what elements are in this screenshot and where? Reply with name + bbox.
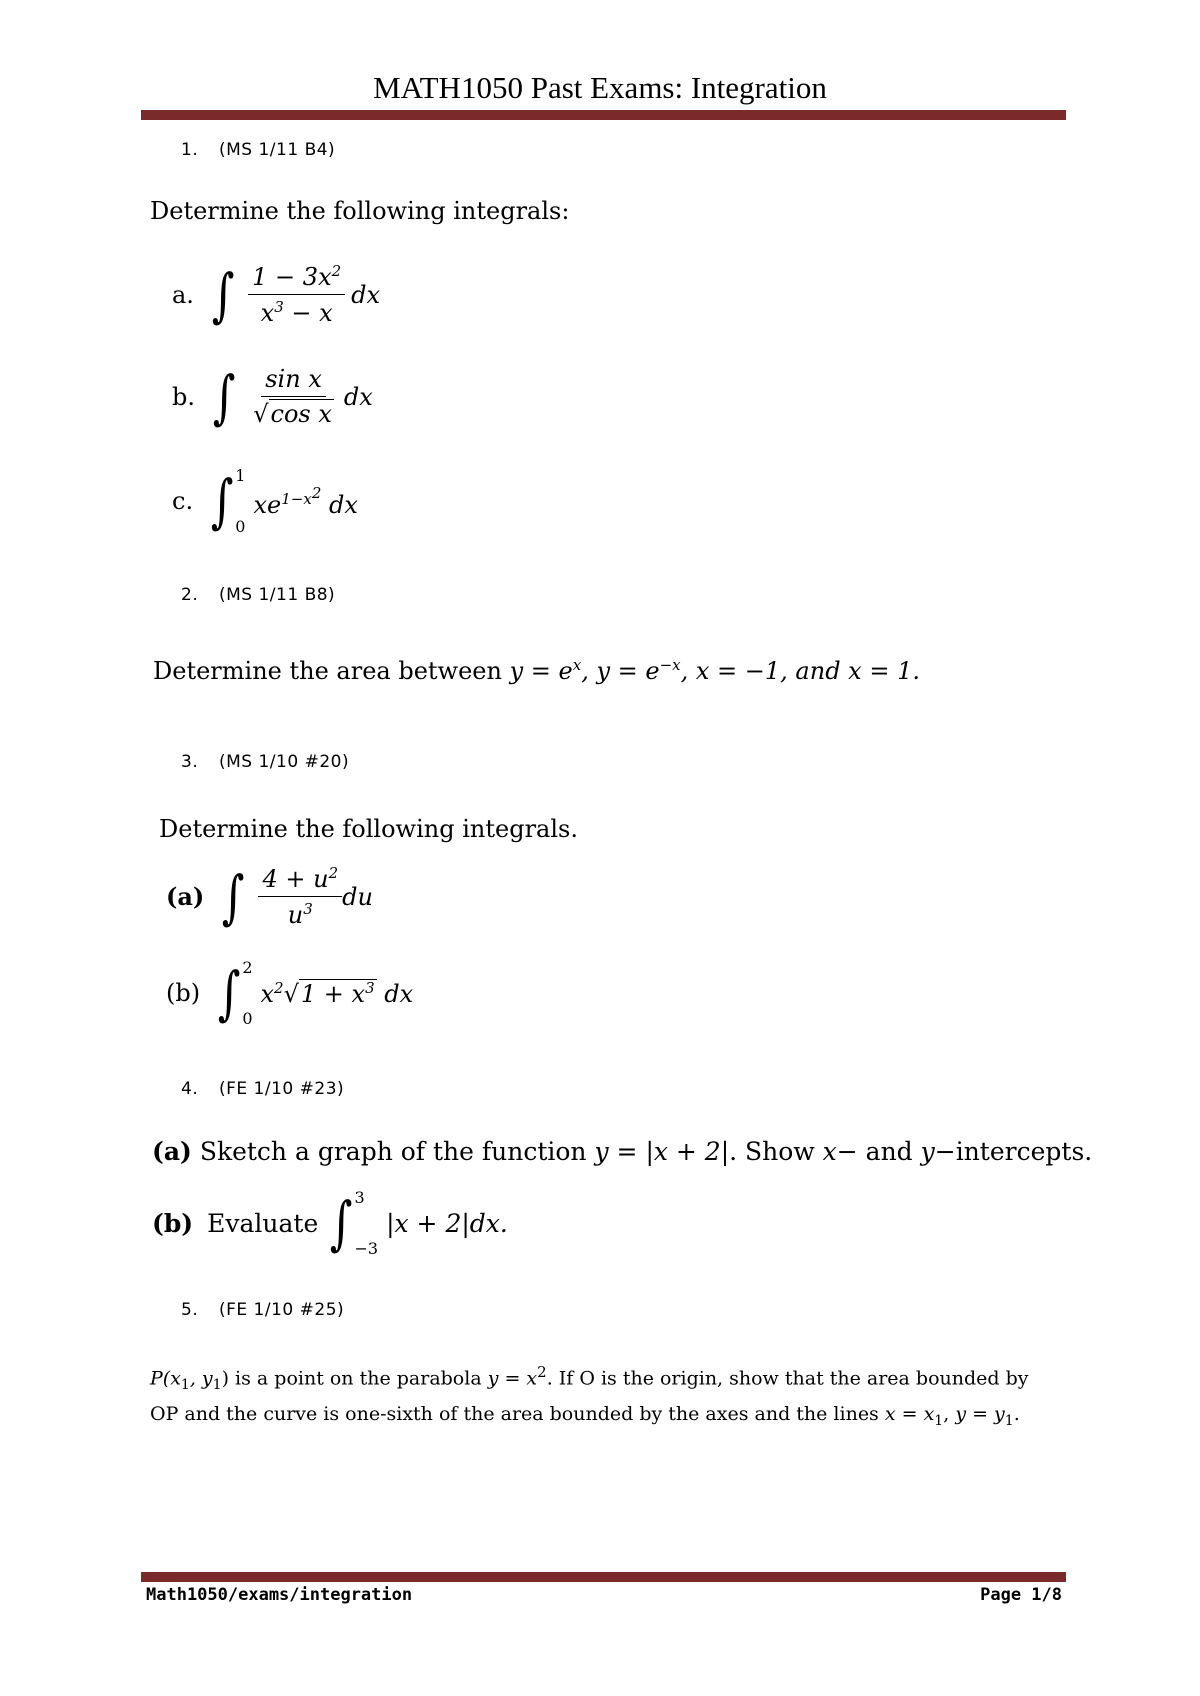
question-source: (FE 1/10 #23) <box>219 1079 345 1099</box>
fraction: $\frac{4 + u^2}{u^3}$ <box>258 864 342 929</box>
item-label: b. <box>172 382 195 411</box>
item-label: a. <box>172 280 194 309</box>
page-number: Page 1/8 <box>980 1585 1062 1605</box>
integrand: |x + 2|dx. <box>386 1208 508 1238</box>
question-2-prompt: Determine the area between $y = e^x$, $y = e^{-x}$, x = −1, and x = 1. <box>153 656 920 685</box>
integral-1a <box>172 262 380 327</box>
question-source: (MS 1/11 B8) <box>219 585 336 605</box>
integral-bounds: 1 0 <box>235 466 246 536</box>
differential: du <box>342 882 373 911</box>
integral-bounds: 3 −3 <box>354 1188 379 1258</box>
item-label: (a) <box>166 882 205 911</box>
question-source: (MS 1/10 #20) <box>219 752 350 772</box>
question-number: 1. <box>181 140 199 160</box>
fraction: $\frac{1 - 3x^2}{x^3 - x}$ <box>248 262 345 327</box>
integral-sign: ∫ <box>212 362 236 431</box>
integral-3b <box>166 958 413 1028</box>
question-2-label <box>181 585 335 605</box>
fraction: $\frac{\text{sin x}}{\text{√cos x}}$ <box>253 365 332 428</box>
question-5-text <box>150 1358 1070 1436</box>
footer-rule <box>141 1572 1066 1582</box>
integral-1b <box>172 362 373 431</box>
question-number: 5. <box>181 1300 199 1320</box>
footer-path: Math1050/exams/integration <box>146 1585 413 1605</box>
question-source: (MS 1/11 B4) <box>219 140 336 160</box>
question-3-prompt: Determine the following integrals. <box>159 815 578 843</box>
question-5-label <box>181 1300 344 1320</box>
question-1-label <box>181 140 335 160</box>
item-label: (b) <box>166 979 201 1007</box>
item-label: c. <box>172 487 194 515</box>
integral-sign: ∫ <box>222 862 245 931</box>
question-3-label <box>181 752 349 772</box>
question-number: 2. <box>181 585 199 605</box>
question-5-line-1: $P(x_1$, $y_1$) is a point on the parabola $y = x^2$. If O is the origin, show that the area bounded by <box>150 1363 1029 1394</box>
integral-sign: ∫ <box>330 1189 353 1257</box>
integral-bounds: 2 0 <box>242 958 253 1028</box>
page-title: MATH1050 Past Exams: Integration <box>373 70 827 105</box>
integrand: $xe^{1-x^2}$ dx <box>253 483 358 519</box>
question-number: 3. <box>181 752 199 772</box>
item-label: (b) <box>152 1208 194 1238</box>
integral-1c <box>172 466 358 536</box>
question-4-label <box>181 1079 344 1099</box>
header-rule <box>141 110 1066 120</box>
question-4a: (a) Sketch a graph of the function y = |x + 2|. Show x− and y−intercepts. <box>152 1137 1093 1166</box>
integral-sign: ∫ <box>210 467 234 535</box>
integral-3a <box>166 864 373 929</box>
integral-sign: ∫ <box>217 959 241 1027</box>
question-4b <box>152 1188 508 1258</box>
integral-sign: ∫ <box>211 260 235 329</box>
question-1-prompt: Determine the following integrals: <box>150 197 570 225</box>
question-number: 4. <box>181 1079 199 1099</box>
differential: dx <box>343 382 373 411</box>
question-source: (FE 1/10 #25) <box>219 1300 345 1320</box>
integrand: $x^2√1 + x^3$ dx <box>260 978 414 1008</box>
differential: dx <box>351 280 381 309</box>
item-text: Evaluate <box>207 1208 319 1238</box>
question-5-line-2: OP and the curve is one-sixth of the area bounded by the axes and the lines $x = x_1$, $y = y_1$. <box>150 1403 1020 1429</box>
